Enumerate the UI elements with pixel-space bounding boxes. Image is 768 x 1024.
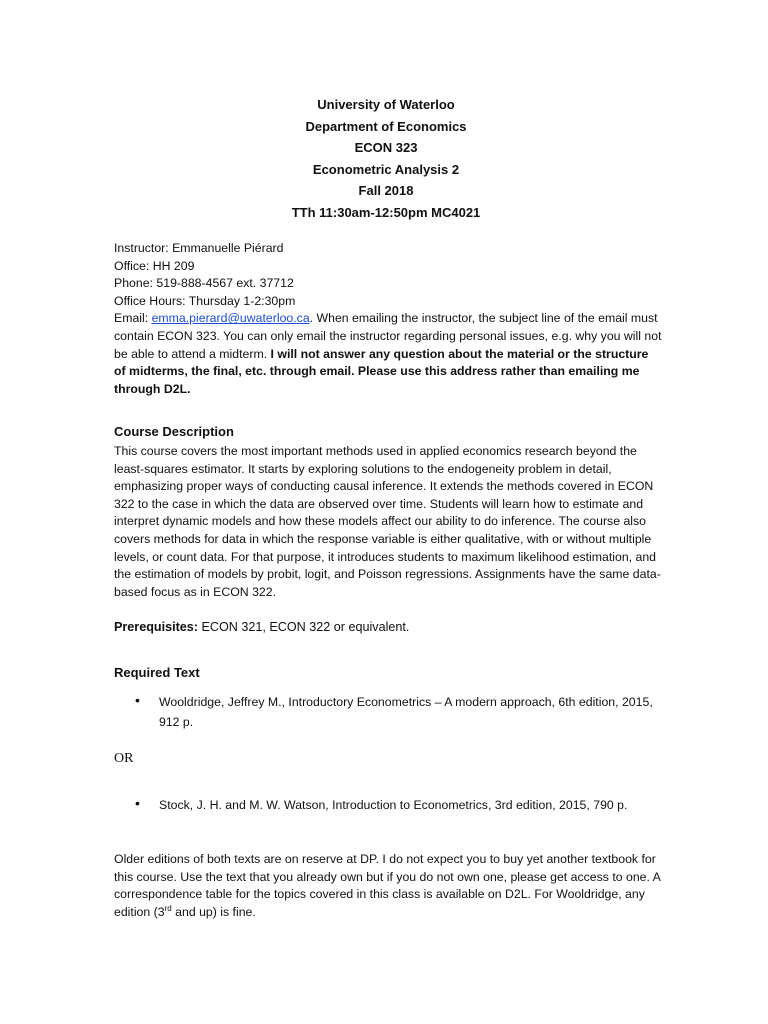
- bullet-icon: •: [135, 692, 140, 708]
- prerequisites-label: Prerequisites:: [114, 620, 198, 634]
- list-item: [135, 692, 655, 732]
- list-item: [135, 795, 655, 815]
- department-name: Department of Economics: [305, 118, 467, 134]
- prerequisites: [114, 619, 662, 637]
- textbook-stock-watson: Stock, J. H. and M. W. Watson, Introduction to Econometrics, 3rd edition, 2015, 790 p.: [159, 798, 628, 812]
- document-header: [0, 94, 768, 224]
- email-policy-text: . When emailing the instructor, the subject line of the email must contain ECON 323. You can only email the instructor regarding personal issues, e.g. why you will not be able to attend a midterm.: [114, 311, 662, 361]
- term: Fall 2018: [358, 183, 414, 199]
- or-separator: OR: [114, 751, 134, 766]
- instructor-office: Office: HH 209: [114, 258, 195, 273]
- email-policy-bold: I will not answer any question about the material or the structure of midterms, the final, etc. through email. Please use this address rather than emailing me through D2L.: [114, 346, 649, 396]
- instructor-phone: Phone: 519-888-4567 ext. 37712: [114, 276, 294, 291]
- email-paragraph: [114, 310, 662, 398]
- older-editions-text-end: and up) is fine.: [171, 904, 256, 919]
- email-label: Email:: [114, 311, 152, 326]
- textbook-wooldridge: Wooldridge, Jeffrey M., Introductory Econometrics – A modern approach, 6th edition, 2015, 912 p.: [159, 695, 653, 729]
- ordinal-superscript: rd: [164, 903, 172, 913]
- instructor-info: [114, 240, 662, 398]
- instructor-name: Instructor: Emmanuelle Piérard: [114, 241, 284, 255]
- older-editions-paragraph: [114, 851, 662, 921]
- university-name: University of Waterloo: [317, 97, 455, 112]
- older-editions-text: Older editions of both texts are on reserve at DP. I do not expect you to buy yet another textbook for this course. Use the text that you already own but if you do not own one, please get access to one. A correspondence table for the topics covered in this class is available on D2L. For Wooldridge, any edition (3: [114, 852, 661, 919]
- schedule: TTh 11:30am-12:50pm MC4021: [291, 204, 481, 220]
- course-code: ECON 323: [354, 140, 418, 156]
- office-hours: Office Hours: Thursday 1-2:30pm: [114, 293, 296, 308]
- course-name: Econometric Analysis 2: [312, 161, 460, 177]
- bullet-icon: •: [135, 795, 140, 811]
- prerequisites-value: ECON 321, ECON 322 or equivalent.: [198, 620, 410, 634]
- email-link[interactable]: emma.pierard@uwaterloo.ca: [151, 311, 310, 326]
- course-description-heading: Course Description: [114, 424, 234, 439]
- required-text-heading: Required Text: [114, 665, 200, 680]
- course-description-body: This course covers the most important methods used in applied economics research beyond the least-squares estimator. It starts by exploring solutions to the endogeneity problem in detail, emphasizing proper ways of conducting causal inference. It extends the methods covered in ECON 322 to the case in which the data are observed over time. Students will learn how to estimate and interpret dynamic models and how these models affect our ability to do inference. The course also covers methods for data in which the response variable is either qualitative, with or without multiple levels, or count data. For that purpose, it introduces students to maximum likelihood estimation, and the estimation of models by probit, logit, and Poisson regressions. Assignments have the same data-based focus as in ECON 322.: [114, 444, 661, 599]
